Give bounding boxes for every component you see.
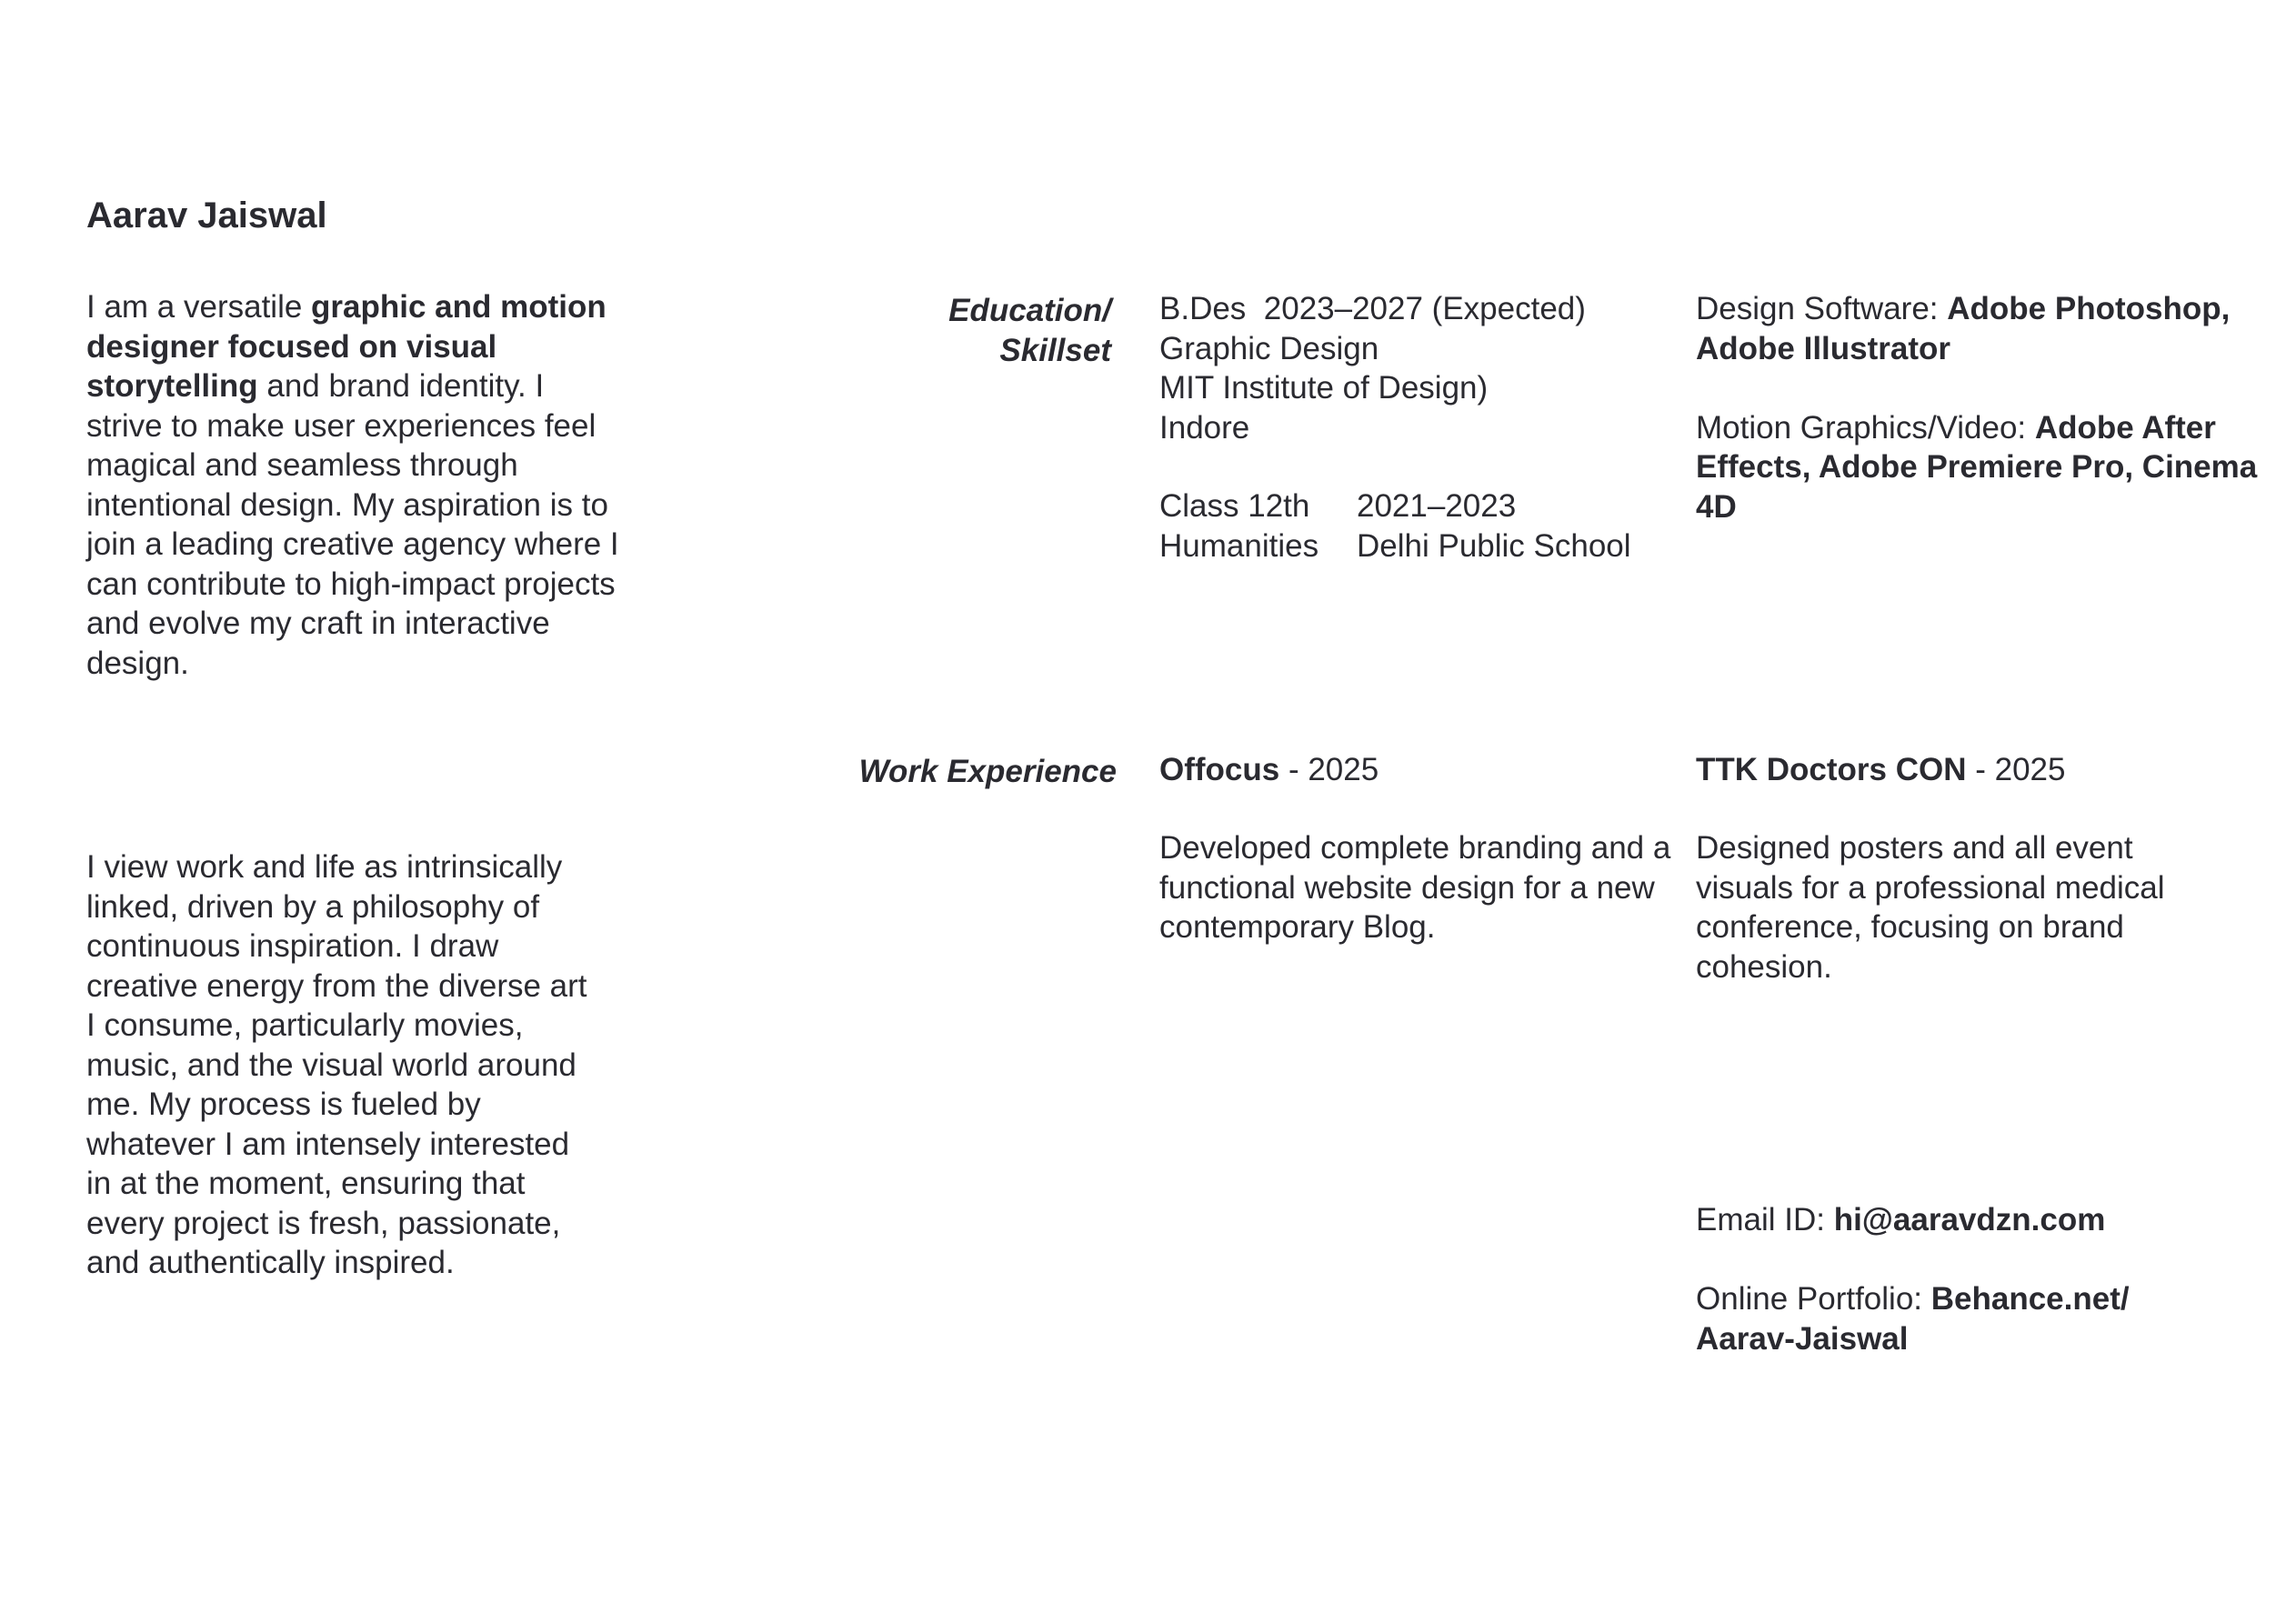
degree-city: Indore	[1159, 409, 1250, 446]
section-label-education-line2: Skillset	[999, 332, 1111, 368]
skill-software-value: Adobe Photoshop, Adobe Illustrator	[1696, 291, 2231, 366]
contact-email-label: Email ID:	[1696, 1202, 1834, 1237]
job-description-offocus: Developed complete branding and a functional website design for a new contemporary Blog.	[1159, 830, 1671, 945]
school-class: Class 12th	[1159, 488, 1310, 524]
school-row-2	[1159, 526, 1631, 566]
contact-portfolio-value: Behance.net/ Aarav-Jaiswal	[1696, 1281, 2130, 1357]
degree-years: 2023–2027 (Expected)	[1263, 291, 1586, 326]
bio-intro-text-start: I am a versatile	[86, 289, 312, 325]
bio-intro-highlight: graphic and motion designer focused on visual storytelling	[86, 289, 607, 404]
school-row-1	[1159, 486, 1631, 526]
contact-email	[1696, 1200, 2260, 1240]
skill-software	[1696, 289, 2260, 368]
degree-institute: MIT Institute of Design)	[1159, 370, 1489, 406]
degree-row	[1159, 289, 1586, 329]
education-degree-block	[1159, 289, 1586, 447]
bio-paragraph-philosophy: I view work and life as intrinsically linked, driven by a philosophy of continuous inspiration. I draw creative energy from the diverse art I consume, particularly movies, music, and the visual world around me. My process is fueled by whatever I am intensely interested in at the moment, ensuring that every project is fresh, passionate, and authentically inspired.	[86, 849, 587, 1280]
skill-software-label: Design Software:	[1696, 291, 1948, 326]
job-title-offocus	[1159, 750, 1696, 790]
bio-paragraph-intro	[86, 287, 623, 683]
contact-block	[1696, 1200, 2260, 1358]
job-title-ttk	[1696, 750, 2260, 790]
school-name: Delhi Public School	[1357, 527, 1631, 564]
skill-motion	[1696, 408, 2260, 527]
skill-motion-value: Adobe After Effects, Adobe Premiere Pro, Cinema 4D	[1696, 409, 2258, 525]
contact-portfolio	[1696, 1279, 2169, 1358]
school-years: 2021–2023	[1357, 488, 1517, 524]
job-company: TTK Doctors CON	[1696, 752, 1967, 787]
degree-name: B.Des	[1159, 291, 1247, 326]
section-label-education-line1: Education/	[948, 293, 1111, 328]
bio-intro-text-end: and brand identity. I strive to make user experiences feel magical and seamless through intentional design. My aspiration is to join a leading creative agency where I can contribute to high-impact projects and evolve my craft in interactive design.	[86, 368, 619, 681]
job-year: - 2025	[1279, 752, 1379, 787]
contact-email-value: hi@aaravdzn.com	[1833, 1202, 2106, 1237]
job-description-ttk: Designed posters and all event visuals for a professional medical conference, focusing on brand cohesion.	[1696, 830, 2165, 985]
school-stream: Humanities	[1159, 527, 1319, 564]
education-school-block	[1159, 486, 1631, 566]
job-company: Offocus	[1159, 752, 1280, 787]
skill-motion-label: Motion Graphics/Video:	[1696, 409, 2035, 446]
section-label-work: Work Experience	[858, 754, 1117, 789]
job-year: - 2025	[1966, 752, 2066, 787]
section-label-education	[873, 291, 1111, 370]
contact-portfolio-label: Online Portfolio:	[1696, 1281, 1931, 1317]
skills-block	[1696, 289, 2260, 526]
degree-field: Graphic Design	[1159, 330, 1379, 366]
resume-name: Aarav Jaiswal	[86, 195, 327, 235]
